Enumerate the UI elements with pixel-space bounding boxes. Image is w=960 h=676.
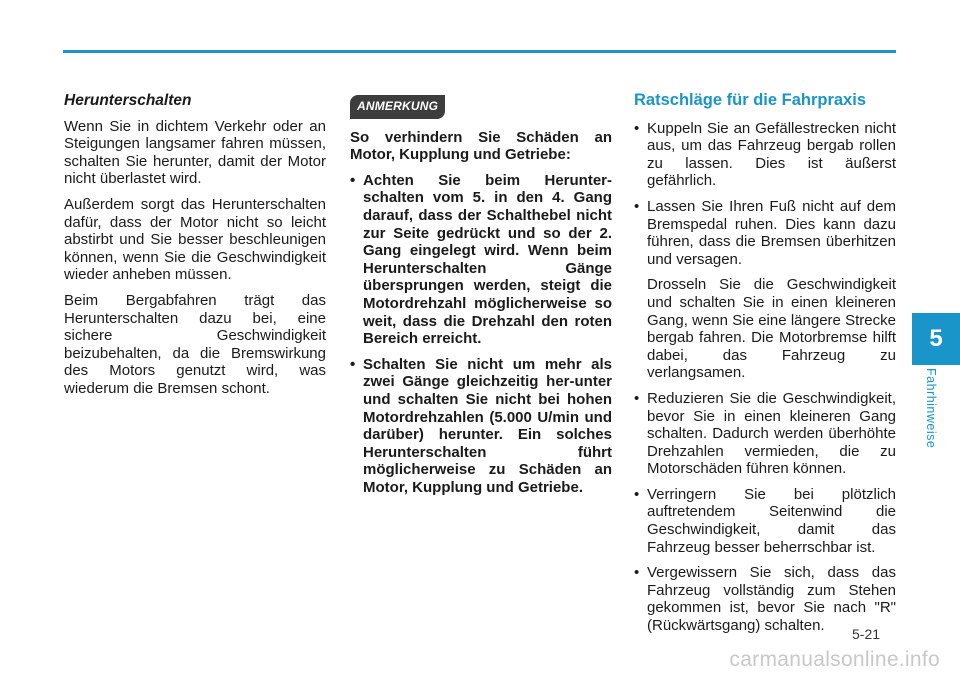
list-item <box>634 120 896 190</box>
paragraph: Außerdem sorgt das Herunterschalten dafür, dass der Motor nicht so leicht abstirbt und Sie besser beschleunigen können, wenn Sie die Geschwindigkeit wieder anheben müssen. <box>64 195 326 284</box>
bullet-dot: • <box>350 171 356 189</box>
list-item-text: Achten Sie beim Herunter-schalten vom 5. in den 4. Gang darauf, dass der Schalthebel nicht zur Seite gedrückt und so der 2. Gang eingelegt wird. Wenn beim Herunterschalten Gänge übersprungen werden, steigt die Motordrehzahl möglicherweise so weit, dass die Drehzahl den roten Bereich erreicht. <box>363 171 612 348</box>
top-rule <box>63 50 896 53</box>
paragraph: Wenn Sie in dichtem Verkehr oder an Steigungen langsamer fahren müssen, schalten Sie herunter, damit der Motor nicht überlastet wird. <box>64 117 326 188</box>
bullet-dot: • <box>634 119 640 137</box>
list-item-text: Drosseln Sie die Geschwindigkeit und schalten Sie in einen kleineren Gang, wenn Sie eine längere Strecke bergab fahren. Die Motorbremse hilft dabei, das Fahrzeug zu verlangsamen. <box>647 276 896 382</box>
list-item-text: Lassen Sie Ihren Fuß nicht auf dem Bremspedal ruhen. Dies kann dazu führen, dass die Bremsen überhitzen und versagen. <box>647 197 896 268</box>
list-item <box>350 356 612 497</box>
chapter-label: Fahrhinweise <box>924 368 938 449</box>
list-item-text: Vergewissern Sie sich, dass das Fahrzeug vollständig zum Stehen gekommen ist, bevor Sie nach "R" (Rückwärtsgang) schalten. <box>647 564 896 635</box>
watermark-text: carmanualsonline.info <box>729 648 940 671</box>
column-right <box>634 92 896 643</box>
list-item <box>634 564 896 634</box>
page-number: 5-21 <box>852 626 881 642</box>
bullet-dot: • <box>634 485 640 503</box>
note-intro: So verhindern Sie Schäden an Motor, Kupplung und Getriebe: <box>350 128 612 164</box>
list-item-text: Reduzieren Sie die Geschwindigkeit, bevor Sie in einen kleineren Gang schalten. Dadurch werden überhöhte Drehzahlen vermieden, die zu Motorschäden führen können. <box>647 389 896 478</box>
list-item-text: Verringern Sie bei plötzlich auftretendem Seitenwind die Geschwindigkeit, damit das Fahrzeug besser beherrschbar ist. <box>647 485 896 556</box>
bullet-dot: • <box>634 197 640 215</box>
note-badge: ANMERKUNG <box>350 95 445 119</box>
note-bullet-list <box>350 172 612 497</box>
list-item-text: Schalten Sie nicht um mehr als zwei Gänge gleichzeitig her-unter und schalten Sie nicht bei hohen Motordrehzahlen (5.000 U/min und darüber) herunter. Ein solches Herunterschalten führt möglicherweise zu Schäden an Motor, Kupplung und Getriebe. <box>363 355 612 496</box>
bullet-dot: • <box>634 389 640 407</box>
list-item-text: Kuppeln Sie an Gefällestrecken nicht aus, um das Fahrzeug bergab rollen zu lassen. Dies ist äußerst gefährlich. <box>647 119 896 190</box>
paragraph: Beim Bergabfahren trägt das Herunterschalten dazu bei, eine sichere Geschwindigkeit beizubehalten, da die Bremswirkung des Motors genutzt wird, was wiederum die Bremsen schont. <box>64 291 326 397</box>
list-item <box>634 486 896 556</box>
list-item <box>350 172 612 348</box>
section-heading-downshifting: Herunterschalten <box>64 92 192 109</box>
watermark <box>0 648 960 672</box>
bullet-dot: • <box>634 564 640 582</box>
section-heading-driving-tips: Ratschläge für die Fahrpraxis <box>634 91 866 109</box>
list-item <box>634 198 896 382</box>
column-middle <box>350 92 612 504</box>
list-item <box>634 390 896 478</box>
bullet-dot: • <box>350 355 356 373</box>
chapter-tab: 5 <box>912 313 960 365</box>
tips-bullet-list <box>634 120 896 635</box>
column-left <box>64 92 326 406</box>
